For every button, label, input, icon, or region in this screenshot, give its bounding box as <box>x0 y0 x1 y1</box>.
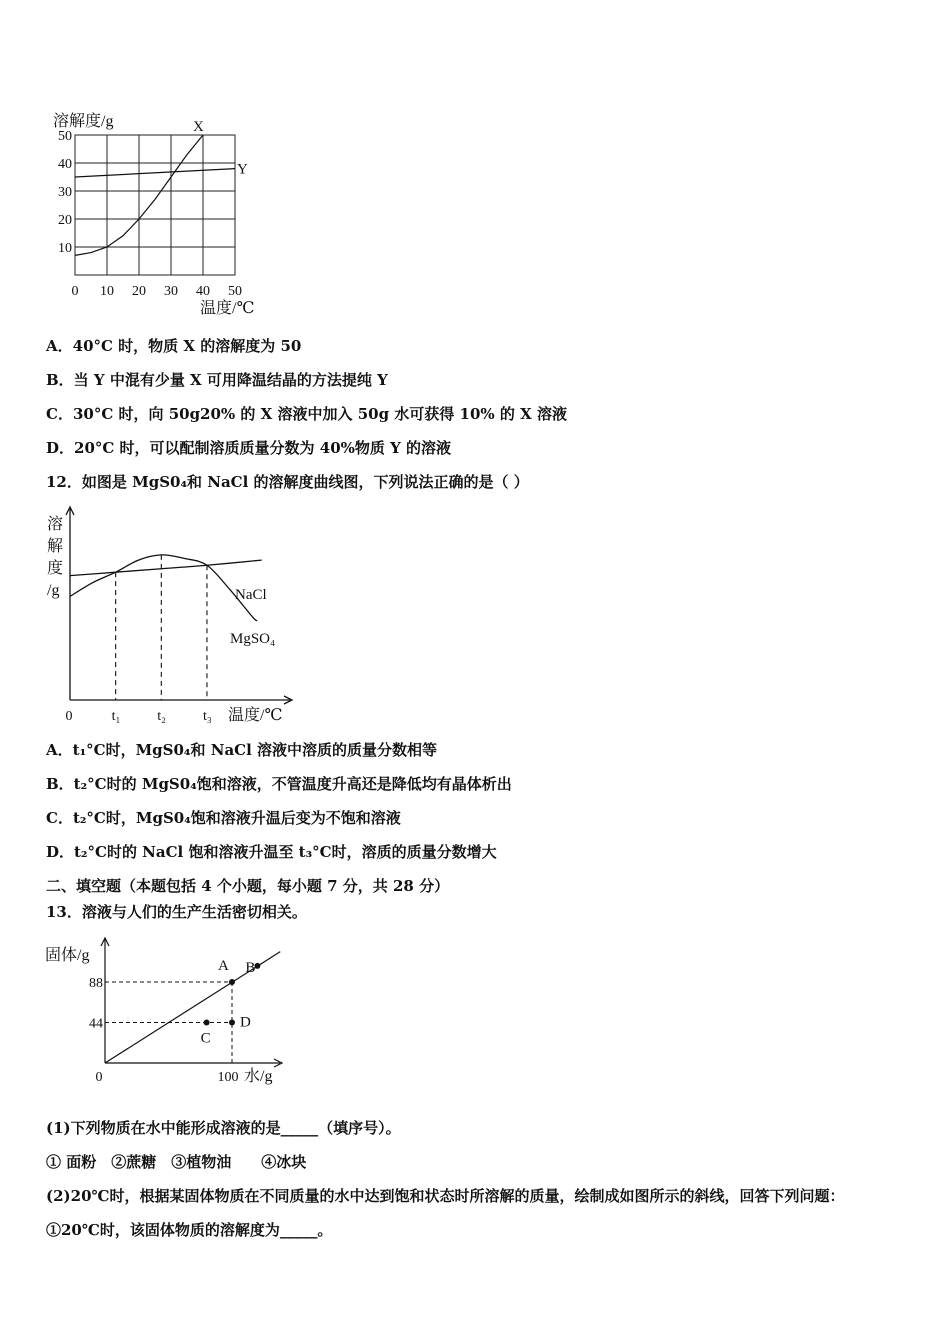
q12-stem: 12．如图是 MgS0₄和 NaCl 的溶解度曲线图，下列说法正确的是（ ） <box>46 473 529 491</box>
x-tick-label: t₂ <box>157 709 167 724</box>
point-d <box>229 1020 235 1026</box>
q12-option-c: C．t₂°C时，MgS0₄饱和溶液升温后变为不饱和溶液 <box>46 809 401 827</box>
x-tick-label: t₁ <box>111 709 121 724</box>
plot-frame <box>75 135 235 275</box>
y-axis-label: 固体/g <box>45 947 90 964</box>
x-axis-label: 温度/℃ <box>228 707 283 724</box>
q13-sub1-options: ① 面粉 ②蔗糖 ③植物油 ④冰块 <box>46 1153 307 1171</box>
solid-water-chart <box>40 935 290 1095</box>
x-tick-label: 30 <box>164 284 178 299</box>
q13-sub2: (2)20℃时，根据某固体物质在不同质量的水中达到饱和状态时所溶解的质量，绘制成如图所示的斜线，回答下列问题： <box>46 1187 845 1205</box>
series-y-curve <box>75 169 235 177</box>
series-mgso4-label: MgSO₄ <box>230 631 276 647</box>
q13-sub2-1: ①20℃时，该固体物质的溶解度为_____。 <box>46 1221 333 1239</box>
y-axis-label: 度 <box>47 560 64 577</box>
series-x-label: X <box>193 119 204 135</box>
y-tick-label: 30 <box>58 185 72 200</box>
y-tick-label: 20 <box>58 213 72 228</box>
solubility-chart-mgso4-nacl <box>40 505 300 730</box>
solubility-chart-xy <box>40 105 280 320</box>
x-tick-label: 0 <box>95 1070 103 1085</box>
point-label-c: C <box>200 1030 211 1047</box>
y-tick-label: 40 <box>58 157 72 172</box>
q13-sub1: (1)下列物质在水中能形成溶液的是_____（填序号）。 <box>46 1119 401 1137</box>
point-label-d: D <box>240 1014 251 1031</box>
q11-option-a: A．40°C 时，物质 X 的溶解度为 50 <box>46 337 302 355</box>
x-tick-label: 0 <box>71 284 79 299</box>
q11-option-b: B．当 Y 中混有少量 X 可用降温结晶的方法提纯 Y <box>46 371 388 389</box>
y-tick-label: 44 <box>89 1016 103 1032</box>
section-title: 二、填空题（本题包括 4 个小题，每小题 7 分，共 28 分） <box>46 877 450 895</box>
point-c <box>204 1020 210 1026</box>
series-nacl-curve <box>70 560 262 576</box>
x-tick-label: 50 <box>228 284 242 299</box>
x-axis-label: 温度/℃ <box>200 300 255 317</box>
x-tick-label: 20 <box>132 284 146 299</box>
x-tick-label: t₃ <box>202 709 212 724</box>
y-axis-label: 解 <box>47 538 64 555</box>
y-axis-label: 溶 <box>47 516 64 533</box>
series-nacl-label: NaCl <box>235 587 267 603</box>
q11-option-d: D．20°C 时，可以配制溶质质量分数为 40%物质 Y 的溶液 <box>46 439 452 457</box>
x-axis-label: 水/g <box>244 1068 273 1085</box>
q12-option-d: D．t₂°C时的 NaCl 饱和溶液升温至 t₃°C时，溶质的质量分数增大 <box>46 843 497 861</box>
y-tick-label: 10 <box>58 241 72 256</box>
x-tick-label: 10 <box>100 284 114 299</box>
q12-option-b: B．t₂°C时的 MgS0₄饱和溶液，不管温度升高还是降低均有晶体析出 <box>46 775 512 793</box>
x-tick-label: 40 <box>196 284 210 299</box>
x-tick-label: 0 <box>65 709 73 724</box>
y-axis-label: 溶解度/g <box>53 113 114 130</box>
y-tick-label: 88 <box>89 976 103 992</box>
q12-option-a: A．t₁°C时，MgS0₄和 NaCl 溶液中溶质的质量分数相等 <box>46 741 438 759</box>
q11-option-c: C．30°C 时，向 50g20% 的 X 溶液中加入 50g 水可获得 10% 的 X 溶液 <box>46 405 567 423</box>
x-tick-label: 100 <box>217 1070 239 1085</box>
y-tick-label: 50 <box>58 129 72 144</box>
y-axis-label: /g <box>47 582 60 599</box>
series-mgso4-curve <box>70 555 257 621</box>
series-y-label: Y <box>237 161 248 178</box>
point-label-b: B <box>245 959 256 976</box>
q13-stem: 13．溶液与人们的生产生活密切相关。 <box>46 903 307 921</box>
point-a <box>229 979 235 985</box>
point-label-a: A <box>218 958 229 975</box>
